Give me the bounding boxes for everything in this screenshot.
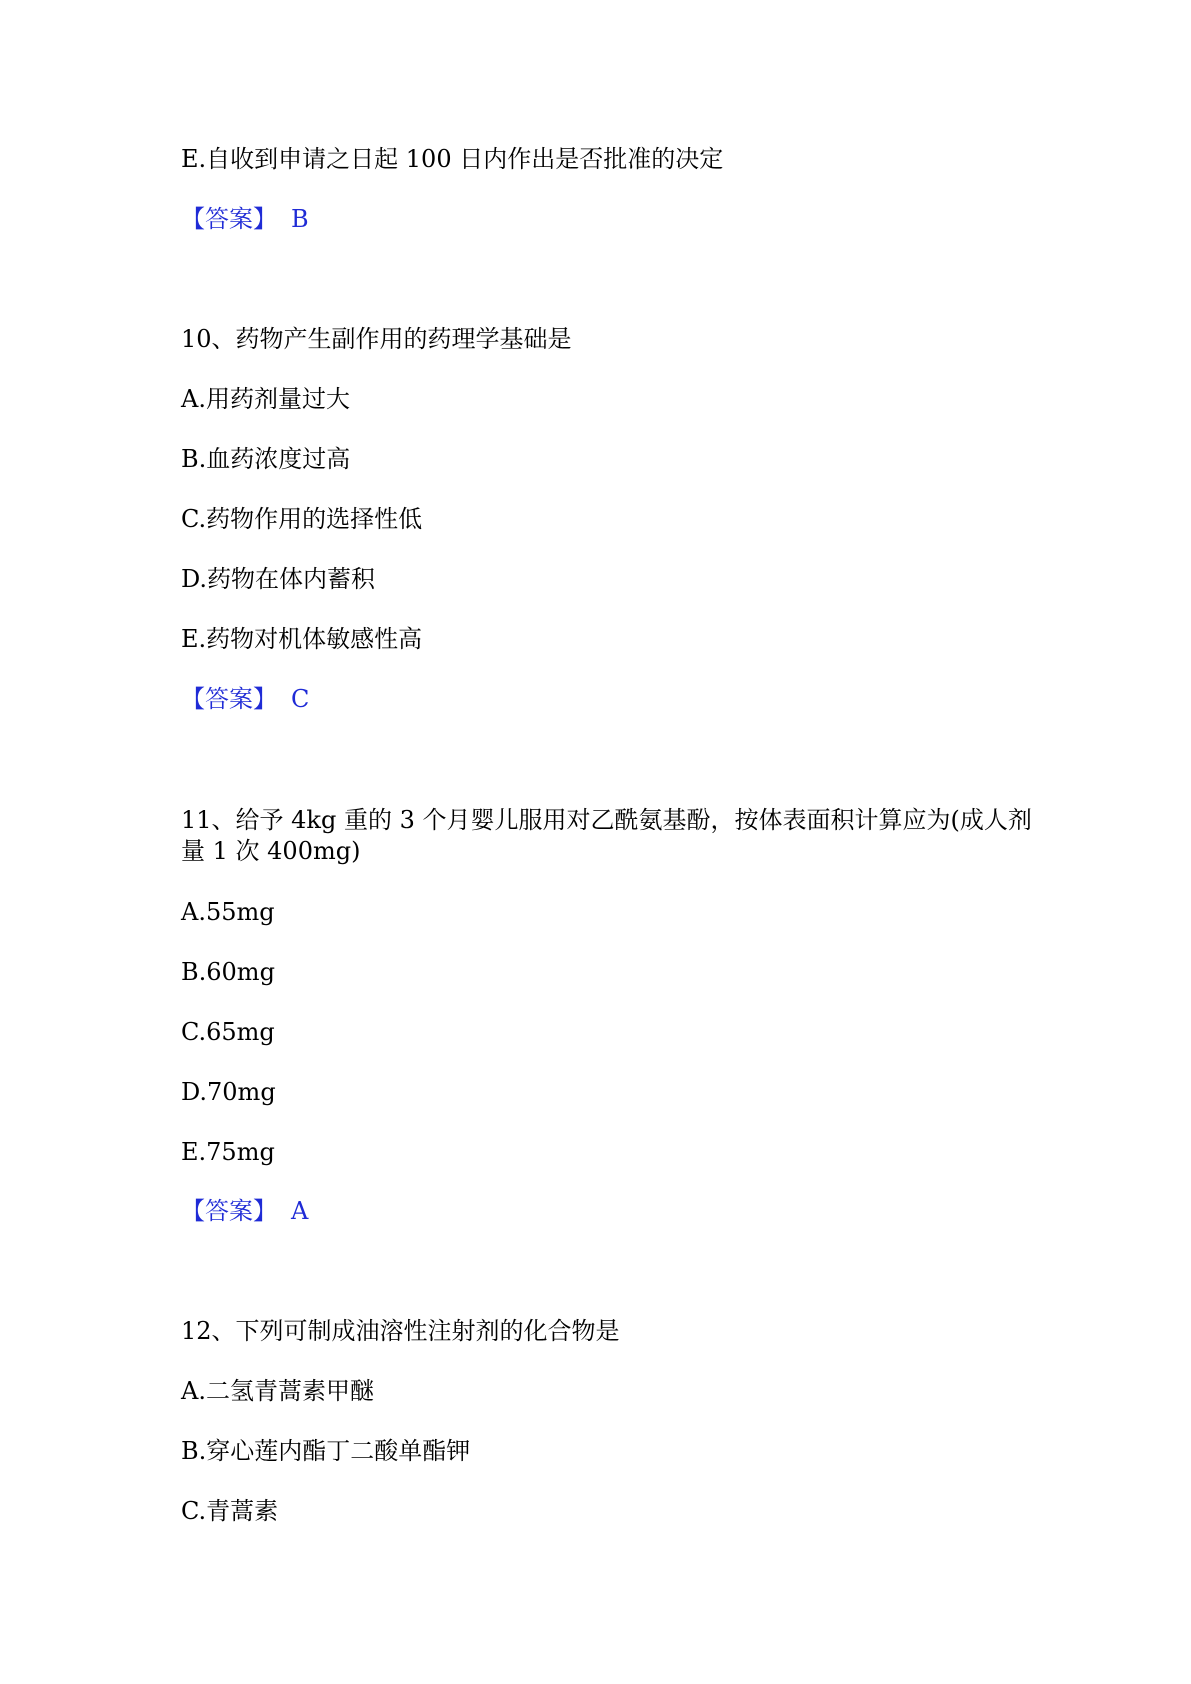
- q10-answer: [181, 684, 309, 714]
- q9-option-e: E.自收到申请之日起 100 日内作出是否批准的决定: [181, 145, 724, 173]
- q11-answer: [181, 1196, 308, 1226]
- q10-option-c: C.药物作用的选择性低: [181, 505, 423, 533]
- q11-option-b: B.60mg: [181, 958, 275, 986]
- q10-option-d: D.药物在体内蓄积: [181, 565, 376, 593]
- answer-letter: A: [291, 1197, 309, 1225]
- answer-label: 【答案】: [181, 685, 277, 713]
- answer-label: 【答案】: [181, 205, 277, 233]
- q12-option-b: B.穿心莲内酯丁二酸单酯钾: [181, 1437, 471, 1465]
- q11-option-a: A.55mg: [181, 898, 275, 926]
- q12-option-a: A.二氢青蒿素甲醚: [181, 1377, 374, 1405]
- q10-option-a: A.用药剂量过大: [181, 385, 350, 413]
- q9-answer: [181, 204, 309, 234]
- answer-letter: C: [291, 685, 310, 713]
- q10-option-b: B.血药浓度过高: [181, 445, 351, 473]
- q11-stem-line2: 量 1 次 400mg): [181, 837, 361, 865]
- q10-option-e: E.药物对机体敏感性高: [181, 625, 423, 653]
- q10-stem: 10、药物产生副作用的药理学基础是: [181, 325, 572, 353]
- q11-option-d: D.70mg: [181, 1078, 276, 1106]
- q11-option-e: E.75mg: [181, 1138, 275, 1166]
- q12-option-c: C.青蒿素: [181, 1497, 279, 1525]
- q11-stem-line1: 11、给予 4kg 重的 3 个月婴儿服用对乙酰氨基酚，按体表面积计算应为(成人剂: [181, 806, 1032, 834]
- q12-stem: 12、下列可制成油溶性注射剂的化合物是: [181, 1317, 620, 1345]
- answer-label: 【答案】: [181, 1197, 277, 1225]
- answer-letter: B: [291, 205, 309, 233]
- q11-option-c: C.65mg: [181, 1018, 275, 1046]
